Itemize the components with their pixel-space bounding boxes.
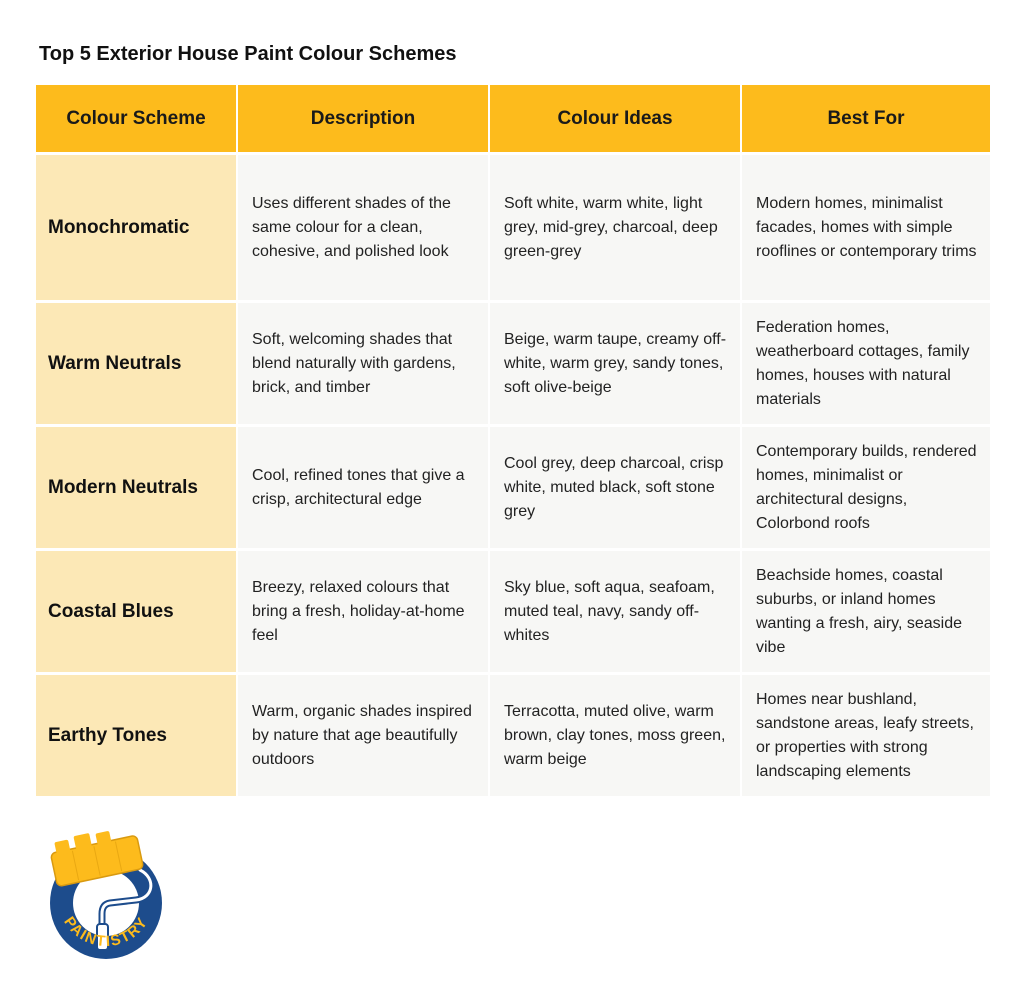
paint-roller-icon bbox=[44, 826, 168, 962]
scheme-name-cell: Coastal Blues bbox=[36, 551, 236, 672]
best-for-cell bbox=[742, 675, 990, 796]
colour-ideas-text: Beige, warm taupe, creamy off-white, warm grey, sandy tones, soft olive-beige bbox=[504, 330, 727, 396]
best-for-text: Homes near bushland, sandstone areas, leafy streets, or properties with strong landscaping elements bbox=[756, 690, 974, 780]
colour-ideas-text: Sky blue, soft aqua, seafoam, muted teal, navy, sandy off-whites bbox=[504, 578, 715, 644]
description-cell bbox=[238, 155, 488, 300]
scheme-name-cell: Warm Neutrals bbox=[36, 303, 236, 424]
colour-schemes-table bbox=[36, 85, 990, 796]
paintistry-logo bbox=[44, 826, 168, 962]
column-header-colour-ideas: Colour Ideas bbox=[490, 85, 740, 152]
column-header-description: Description bbox=[238, 85, 488, 152]
best-for-text: Beachside homes, coastal suburbs, or inland homes wanting a fresh, airy, seaside vibe bbox=[756, 566, 963, 656]
best-for-text: Modern homes, minimalist facades, homes with simple rooflines or contemporary trims bbox=[756, 194, 977, 260]
best-for-cell bbox=[742, 303, 990, 424]
description-cell bbox=[238, 303, 488, 424]
column-header-colour-scheme: Colour Scheme bbox=[36, 85, 236, 152]
description-text: Soft, welcoming shades that blend naturally with gardens, brick, and timber bbox=[252, 330, 456, 396]
description-text: Breezy, relaxed colours that bring a fresh, holiday-at-home feel bbox=[252, 578, 465, 644]
logo-wordmark: PAINTISTRY bbox=[60, 913, 152, 951]
best-for-text: Contemporary builds, rendered homes, minimalist or architectural designs, Colorbond roofs bbox=[756, 442, 977, 532]
description-cell bbox=[238, 551, 488, 672]
colour-ideas-cell bbox=[490, 155, 740, 300]
best-for-cell bbox=[742, 551, 990, 672]
colour-ideas-cell bbox=[490, 427, 740, 548]
best-for-text: Federation homes, weatherboard cottages, family homes, houses with natural materials bbox=[756, 318, 970, 408]
best-for-cell bbox=[742, 427, 990, 548]
description-text: Warm, organic shades inspired by nature that age beautifully outdoors bbox=[252, 702, 472, 768]
colour-ideas-text: Cool grey, deep charcoal, crisp white, muted black, soft stone grey bbox=[504, 454, 724, 520]
description-cell bbox=[238, 427, 488, 548]
colour-ideas-cell bbox=[490, 303, 740, 424]
scheme-name-cell: Earthy Tones bbox=[36, 675, 236, 796]
scheme-name-cell: Modern Neutrals bbox=[36, 427, 236, 548]
colour-ideas-text: Soft white, warm white, light grey, mid-grey, charcoal, deep green-grey bbox=[504, 194, 718, 260]
colour-ideas-cell bbox=[490, 675, 740, 796]
description-text: Uses different shades of the same colour for a clean, cohesive, and polished look bbox=[252, 194, 451, 260]
best-for-cell bbox=[742, 155, 990, 300]
colour-ideas-cell bbox=[490, 551, 740, 672]
scheme-name-cell: Monochromatic bbox=[36, 155, 236, 300]
colour-ideas-text: Terracotta, muted olive, warm brown, clay tones, moss green, warm beige bbox=[504, 702, 726, 768]
column-header-best-for: Best For bbox=[742, 85, 990, 152]
description-cell bbox=[238, 675, 488, 796]
page-title: Top 5 Exterior House Paint Colour Schemes bbox=[39, 43, 457, 65]
description-text: Cool, refined tones that give a crisp, architectural edge bbox=[252, 466, 465, 508]
